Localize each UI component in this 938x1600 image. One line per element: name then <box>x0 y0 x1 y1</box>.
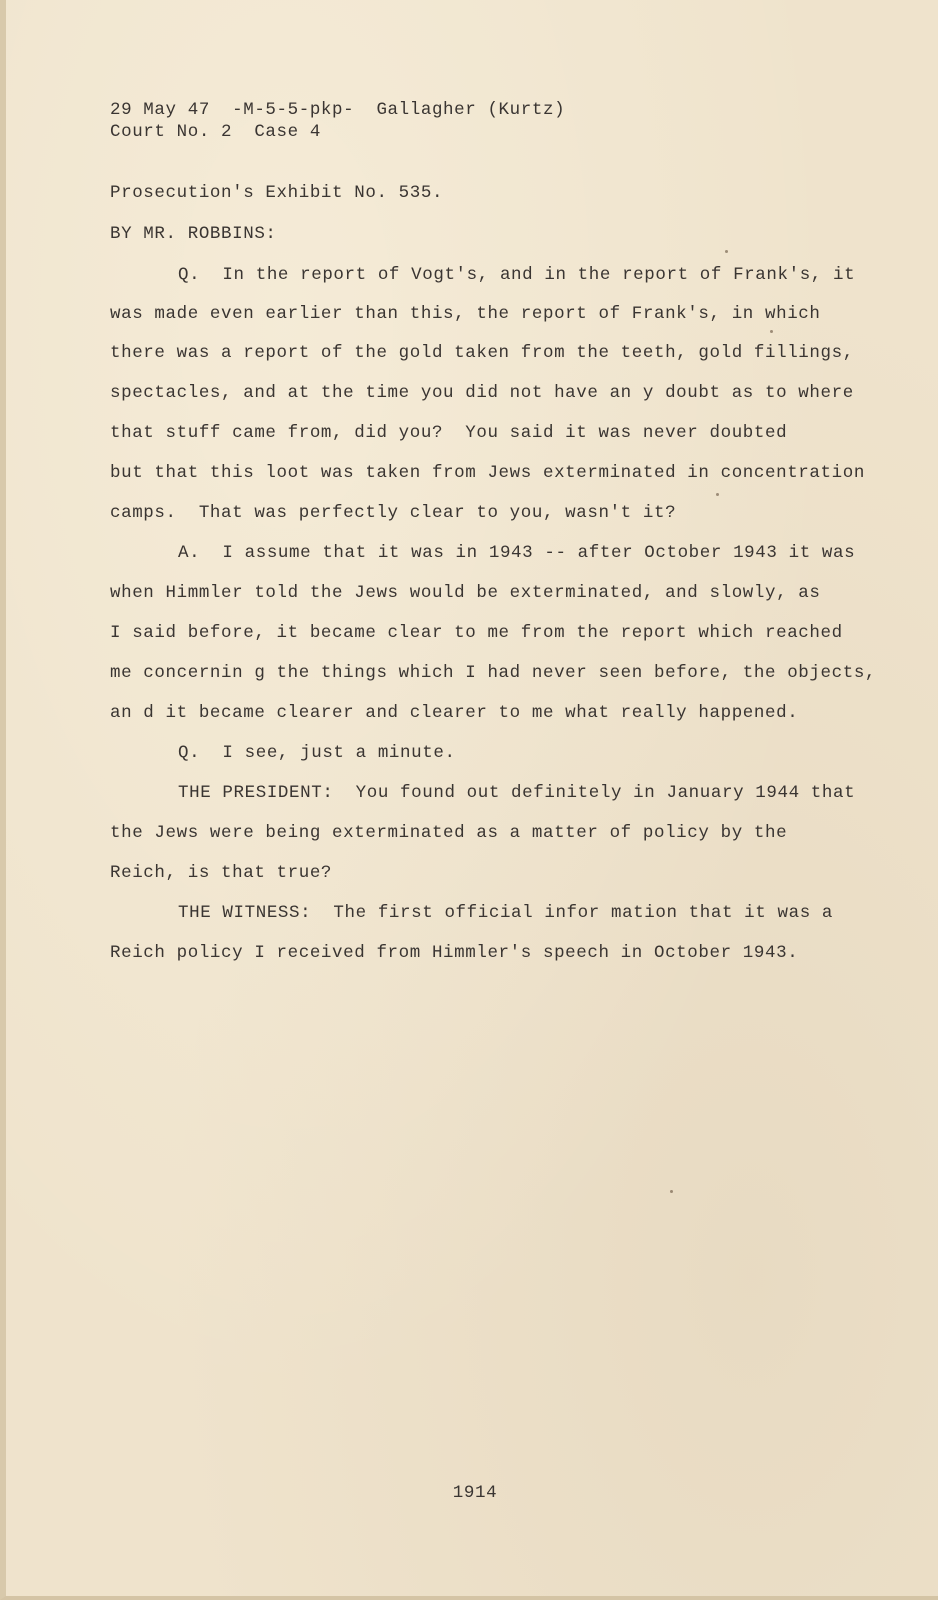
transcript-line: spectacles, and at the time you did not have an y doubt as to where <box>110 383 854 403</box>
transcript-line: Reich, is that true? <box>110 863 333 883</box>
transcript-line: I said before, it became clear to me from the report which reached <box>110 623 843 643</box>
transcript-line: Q. In the report of Vogt's, and in the report of Frank's, it <box>178 265 856 285</box>
transcript-line: an d it became clearer and clearer to me what really happened. <box>110 703 799 723</box>
transcript-line: me concernin g the things which I had never seen before, the objects, <box>110 663 877 683</box>
page-number: 1914 <box>452 1483 498 1503</box>
paper-speck <box>770 330 773 333</box>
transcript-line: Q. I see, just a minute. <box>178 743 456 763</box>
transcript-line: when Himmler told the Jews would be exterminated, and slowly, as <box>110 583 821 603</box>
header-line-date-reporter: 29 May 47 -M-5-5-pkp- Gallagher (Kurtz) <box>110 100 566 120</box>
transcript-line: THE PRESIDENT: You found out definitely in January 1944 that <box>178 783 856 803</box>
transcript-line: A. I assume that it was in 1943 -- after October 1943 it was <box>178 543 856 563</box>
transcript-line: that stuff came from, did you? You said it was never doubted <box>110 423 788 443</box>
paper-speck <box>670 1190 673 1193</box>
transcript-line: was made even earlier than this, the report of Frank's, in which <box>110 304 821 324</box>
transcript-line: camps. That was perfectly clear to you, wasn't it? <box>110 503 677 523</box>
transcript-line: the Jews were being exterminated as a matter of policy by the <box>110 823 788 843</box>
paper-speck <box>716 493 719 496</box>
transcript-line: there was a report of the gold taken from the teeth, gold fillings, <box>110 343 854 363</box>
transcript-line: THE WITNESS: The first official infor mation that it was a <box>178 903 834 923</box>
header-line-court-case: Court No. 2 Case 4 <box>110 122 321 142</box>
exhibit-label: Prosecution's Exhibit No. 535. <box>110 183 444 203</box>
transcript-line: Reich policy I received from Himmler's speech in October 1943. <box>110 943 799 963</box>
transcript-line: but that this loot was taken from Jews exterminated in concentration <box>110 463 865 483</box>
paper-speck <box>725 250 728 253</box>
examiner-label: BY MR. ROBBINS: <box>110 224 277 244</box>
